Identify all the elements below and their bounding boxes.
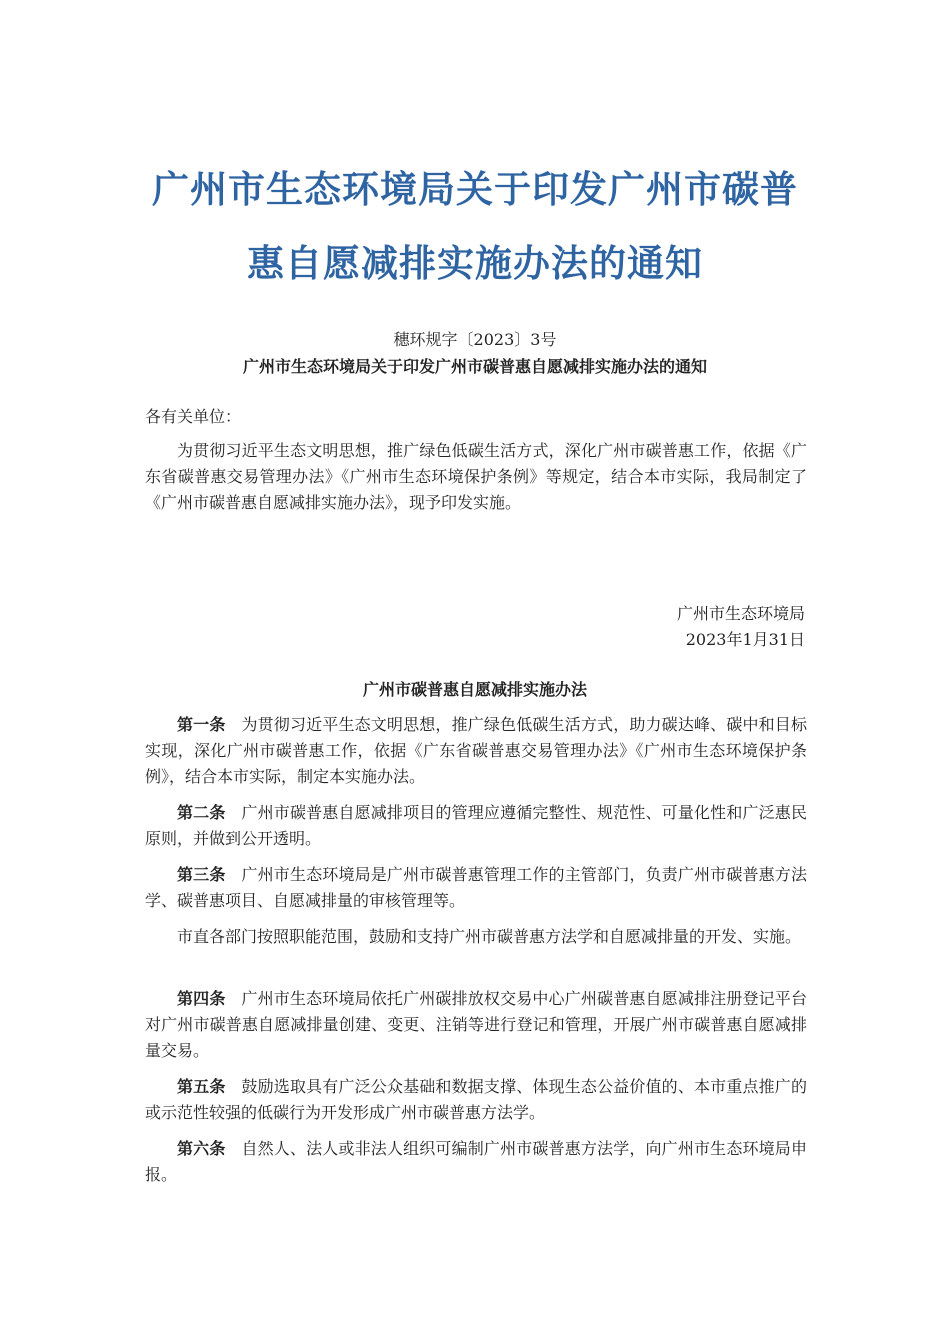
article-label: 第一条 [177, 715, 226, 734]
article-text: 市直各部门按照职能范围，鼓励和支持广州市碳普惠方法学和自愿减排量的开发、实施。 [177, 927, 802, 946]
article-6 [145, 1136, 807, 1188]
article-text: 广州市生态环境局是广州市碳普惠管理工作的主管部门，负责广州市碳普惠方法学、碳普惠项目、自愿减排量的审核管理等。 [145, 865, 807, 910]
signature-organization: 广州市生态环境局 [676, 604, 805, 623]
article-2 [145, 800, 807, 852]
article-3 [145, 862, 807, 914]
addressee: 各有关单位： [145, 407, 242, 426]
article-text: 为贯彻习近平生态文明思想，推广绿色低碳生活方式，助力碳达峰、碳中和目标实现，深化广州市碳普惠工作，依据《广东省碳普惠交易管理办法》《广州市生态环境保护条例》，结合本市实际，制定本实施办法。 [145, 715, 807, 786]
article-1 [145, 712, 807, 790]
document-title-line-1: 广州市生态环境局关于印发广州市碳普 [152, 168, 798, 211]
notice-subtitle: 广州市生态环境局关于印发广州市碳普惠自愿减排实施办法的通知 [242, 357, 707, 376]
article-4 [145, 986, 807, 1064]
document-title-line-2: 惠自愿减排实施办法的通知 [247, 242, 703, 285]
article-text: 广州市生态环境局依托广州碳排放权交易中心广州碳普惠自愿减排注册登记平台对广州市碳普惠自愿减排量创建、变更、注销等进行登记和管理，开展广州市碳普惠自愿减排量交易。 [145, 989, 807, 1060]
article-label: 第四条 [177, 989, 226, 1008]
article-3-paragraph-2 [145, 924, 807, 950]
document-number: 穗环规字〔2023〕3号 [393, 330, 557, 349]
article-label: 第五条 [177, 1077, 226, 1096]
article-text: 鼓励选取具有广泛公众基础和数据支撑、体现生态公益价值的、本市重点推广的或示范性较强的低碳行为开发形成广州市碳普惠方法学。 [145, 1077, 807, 1122]
intro-paragraph: 为贯彻习近平生态文明思想，推广绿色低碳生活方式，深化广州市碳普惠工作，依据《广东省碳普惠交易管理办法》《广州市生态环境保护条例》等规定，结合本市实际，我局制定了《广州市碳普惠自愿减排实施办法》，现予印发实施。 [145, 441, 807, 512]
article-label: 第三条 [177, 865, 226, 884]
article-5 [145, 1074, 807, 1126]
measures-title: 广州市碳普惠自愿减排实施办法 [362, 680, 587, 699]
article-text: 广州市碳普惠自愿减排项目的管理应遵循完整性、规范性、可量化性和广泛惠民原则，并做到公开透明。 [145, 803, 807, 848]
signature-date: 2023年1月31日 [685, 630, 805, 649]
article-label: 第六条 [177, 1139, 226, 1158]
article-text: 自然人、法人或非法人组织可编制广州市碳普惠方法学，向广州市生态环境局申报。 [145, 1139, 807, 1184]
article-label: 第二条 [177, 803, 226, 822]
